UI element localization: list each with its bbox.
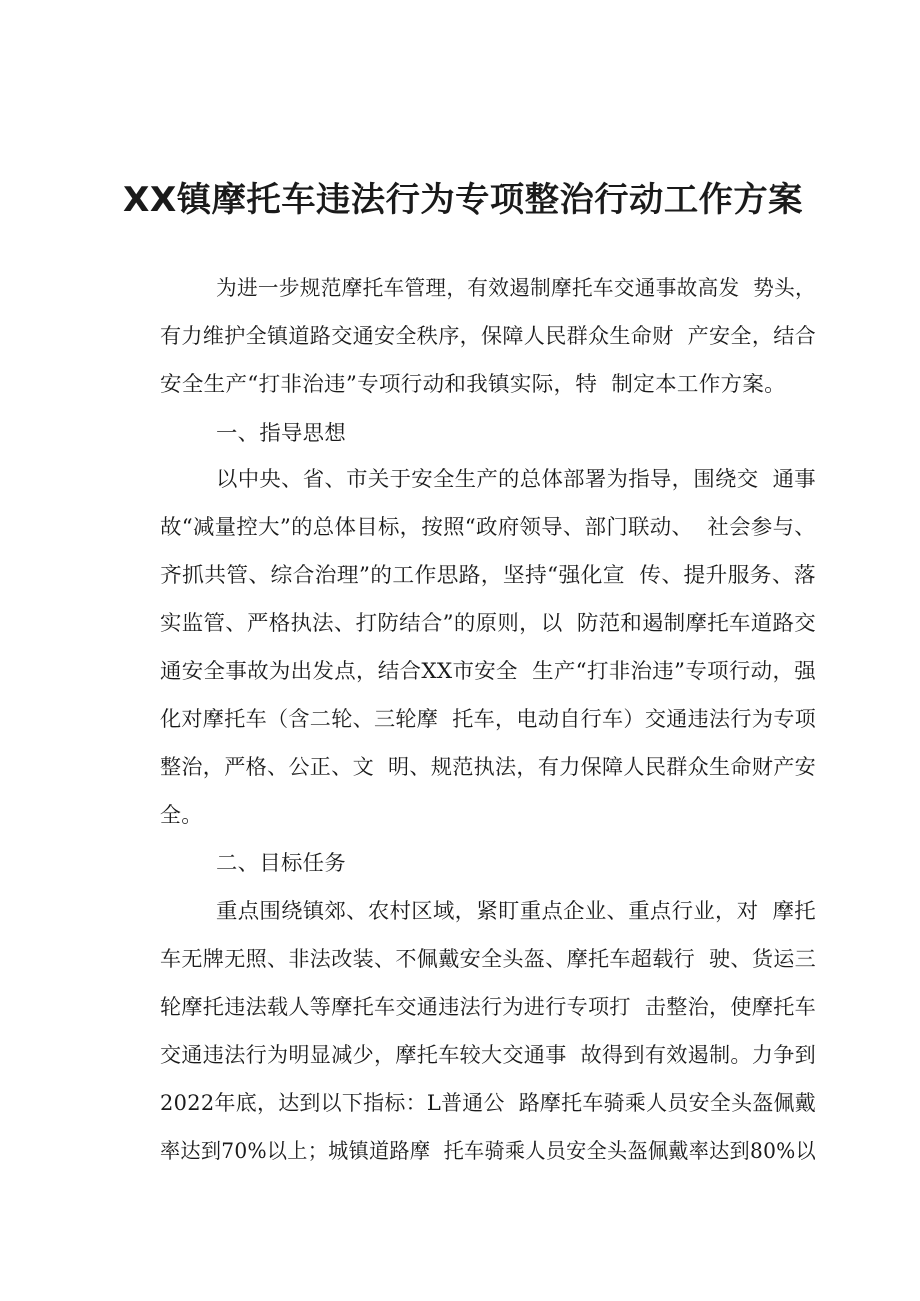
- paragraph-line: 全。: [159, 803, 203, 827]
- paragraph-line: 整治，严格、公正、文 明、规范执法，有力保障人民群众生命财产安: [159, 755, 816, 779]
- paragraph-line: 通安全事故为出发点，结合XX市安全 生产“打非治违”专项行动，强: [159, 659, 816, 683]
- section-heading-guiding-ideology: 一、指导思想: [215, 421, 346, 445]
- document-title: XX镇摩托车违法行为专项整治行动工作方案: [122, 180, 803, 220]
- section-heading-goals-tasks: 二、目标任务: [215, 851, 346, 875]
- paragraph-line: 交通违法行为明显减少，摩托车较大交通事 故得到有效遏制。力争到: [159, 1043, 816, 1067]
- paragraph-line: 故“减量控大”的总体目标，按照“政府领导、部门联动、 社会参与、: [159, 515, 816, 539]
- paragraph-line: 以中央、省、市关于安全生产的总体部署为指导，围绕交 通事: [215, 467, 816, 491]
- paragraph-line: 2022年底，达到以下指标：L普通公 路摩托车骑乘人员安全头盔佩戴: [159, 1091, 816, 1115]
- intro-line: 为进一步规范摩托车管理，有效遏制摩托车交通事故高发 势头，: [215, 276, 816, 300]
- paragraph-line: 重点围绕镇郊、农村区域，紧盯重点企业、重点行业，对 摩托: [215, 899, 816, 923]
- paragraph-line: 齐抓共管、综合治理”的工作思路，坚持“强化宣 传、提升服务、落: [159, 563, 816, 587]
- intro-line: 安全生产“打非治违”专项行动和我镇实际，特 制定本工作方案。: [159, 372, 786, 396]
- paragraph-line: 化对摩托车（含二轮、三轮摩 托车，电动自行车）交通违法行为专项: [159, 707, 816, 731]
- intro-line: 有力维护全镇道路交通安全秩序，保障人民群众生命财 产安全，结合: [159, 324, 816, 348]
- paragraph-line: 车无牌无照、非法改装、不佩戴安全头盔、摩托车超载行 驶、货运三: [159, 947, 816, 971]
- paragraph-line: 轮摩托违法载人等摩托车交通违法行为进行专项打 击整治，使摩托车: [159, 995, 816, 1019]
- paragraph-line: 率达到70%以上；城镇道路摩 托车骑乘人员安全头盔佩戴率达到80%以: [159, 1139, 816, 1163]
- paragraph-line: 实监管、严格执法、打防结合”的原则，以 防范和遏制摩托车道路交: [159, 611, 816, 635]
